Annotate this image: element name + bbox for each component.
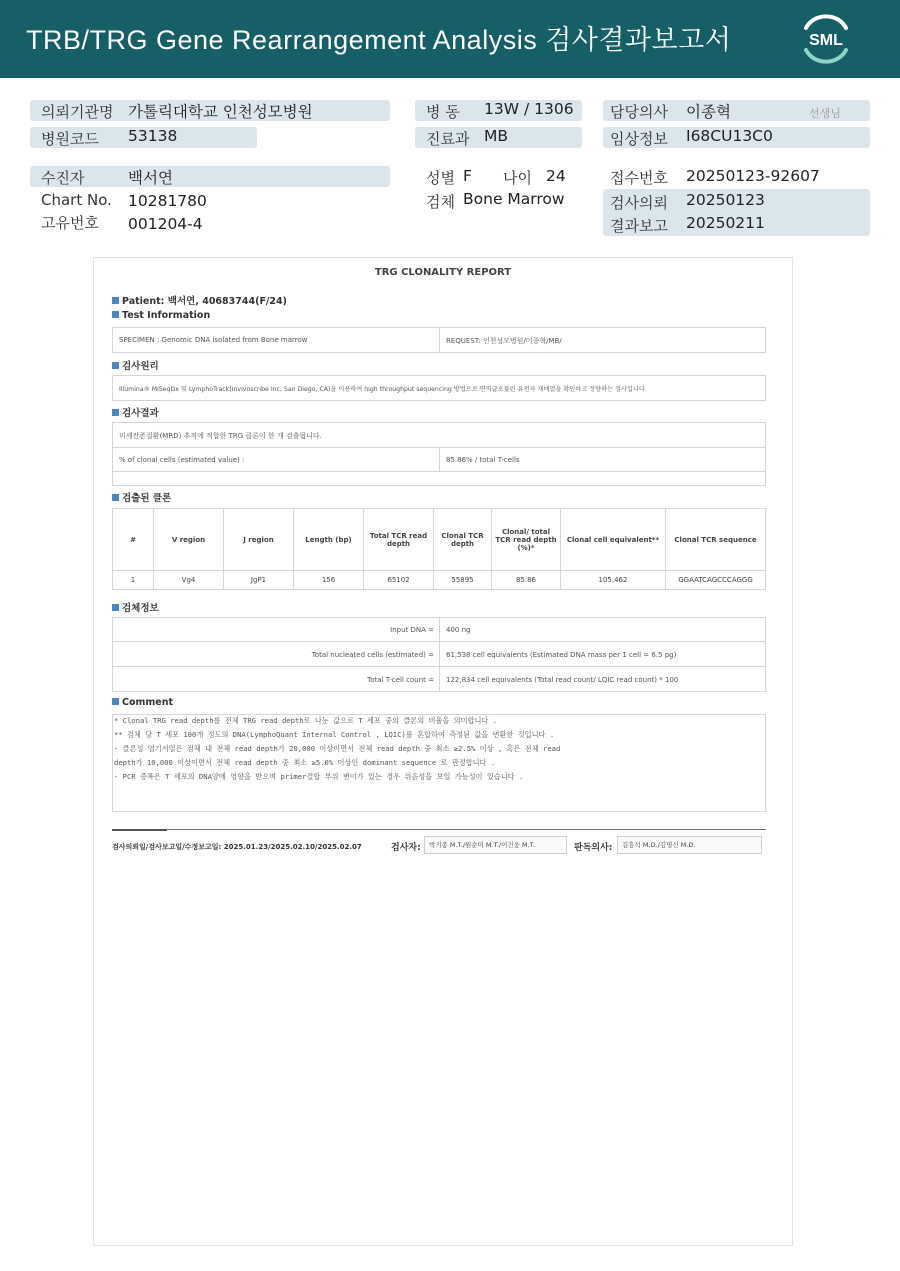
doctor-suffix: 선생님	[809, 107, 841, 120]
readers-value: 김흥석 M.D./김명신 M.D.	[617, 836, 762, 854]
testers-value: 박기종 M.T./원순미 M.T./이건웅 M.T.	[424, 836, 567, 854]
bullet-icon	[112, 297, 119, 304]
clone-header: J region	[224, 509, 294, 571]
unique-value: 001204-4	[128, 215, 203, 233]
specimen-info-heading-text: 검체정보	[122, 603, 159, 614]
nucleated-value: 61,538 cell equivalents (Estimated DNA mass per 1 cell = 6.5 pg)	[446, 651, 677, 659]
clinical-label: 임상정보	[610, 130, 668, 148]
divider	[112, 471, 766, 472]
clonality-report	[93, 257, 793, 1246]
clone-cell: 85.86	[492, 571, 561, 590]
test-info-heading	[112, 310, 210, 321]
principle-heading	[112, 358, 159, 372]
specimen-info-heading	[112, 600, 159, 614]
clones-heading-text: 검출된 클론	[122, 493, 172, 504]
comment-line: * Clonal TRG read depth를 전체 TRG read depth로 나눈 값으로 T 세포 중의 클론의 비율을 의미합니다 .	[114, 716, 497, 725]
chart-value: 10281780	[128, 192, 207, 210]
institution-value: 가톨릭대학교 인천성모병원	[128, 103, 313, 121]
patient-heading	[112, 293, 287, 307]
age-label: 나이	[503, 169, 532, 187]
divider	[439, 327, 440, 353]
clone-table	[112, 508, 766, 590]
clone-header: Clonal TCR sequence	[666, 509, 766, 571]
logo-text: SML	[809, 32, 843, 49]
clone-cell: Vg4	[154, 571, 224, 590]
bullet-icon	[112, 698, 119, 705]
tester-label: 검사자:	[391, 843, 421, 853]
clone-header: #	[113, 509, 154, 571]
comment-heading-text: Comment	[122, 697, 174, 708]
clone-cell: JgP1	[224, 571, 294, 590]
department-label: 진료과	[426, 130, 470, 148]
tcell-label: Total T-cell count =	[367, 676, 434, 684]
request-value: 20250123	[686, 191, 765, 209]
test-info-heading-text: Test Information	[122, 310, 211, 321]
bullet-icon	[112, 409, 119, 416]
bullet-icon	[112, 362, 119, 369]
patient-line: Patient: 백서연, 40683744(F/24)	[122, 296, 287, 307]
comment-line: ** 검체 당 T 세포 100개 정도의 DNA(LymphoQuant Internal Control , LQIC)를 혼합하여 측정된 값을 변환한 것입니다 .	[114, 730, 555, 739]
footer-rule	[167, 829, 766, 830]
nucleated-label: Total nucleated cells (estimated) =	[311, 651, 434, 659]
principle-text: Illumina® MiSeqDx 및 LymphoTrack(Invivoscribe Inc, San Diego, CA)을 이용하여 high throughput sequencing 방법으로 면역글로불린 유전자 재배열을 확인하고 정량하는 검사입니다.	[119, 386, 647, 393]
result-label: 결과보고	[610, 217, 668, 235]
clinical-value: I68CU13C0	[686, 127, 773, 145]
report-header	[0, 0, 900, 78]
sml-logo	[796, 12, 856, 66]
clone-header: Clonal TCR depth	[434, 509, 492, 571]
result-text: 미세잔존질환(MRD) 추적에 적합한 TRG 클론이 한 개 검출됩니다.	[119, 432, 322, 440]
result-heading	[112, 405, 159, 419]
unique-label: 고유번호	[41, 214, 99, 232]
request-label: 검사의뢰	[610, 194, 668, 212]
specimen-text: SPECIMEN : Genomic DNA isolated from Bone marrow	[119, 336, 308, 344]
specimen-label: 검체	[426, 193, 455, 211]
clone-cell: 1	[113, 571, 154, 590]
request-text: REQUEST: 인천성모병원/이종혁/MB/	[446, 337, 562, 345]
clone-header: Clonal/ total TCR read depth (%)*	[492, 509, 561, 571]
comment-heading	[112, 697, 173, 708]
result-heading-text: 검사결과	[122, 408, 159, 419]
clone-cell: 55895	[434, 571, 492, 590]
department-value: MB	[484, 127, 509, 145]
bullet-icon	[112, 494, 119, 501]
clone-cell: GGAATCAGCCCAGGG	[666, 571, 766, 590]
report-title: TRG CLONALITY REPORT	[374, 267, 512, 278]
clone-header: V region	[154, 509, 224, 571]
divider	[439, 447, 440, 471]
hospital-code-label: 병원코드	[41, 130, 99, 148]
hospital-code-value: 53138	[128, 127, 178, 145]
clone-cell: 105,462	[561, 571, 666, 590]
footer-dates: 검사의뢰일/검사보고일/수정보고일: 2025.01.23/2025.02.10/2025.02.07	[112, 843, 362, 851]
doctor-label: 담당의사	[610, 103, 668, 121]
page-title: TRB/TRG Gene Rearrangement Analysis 검사결과보고서	[26, 25, 732, 55]
clones-heading	[112, 490, 171, 504]
comment-line: depth가 10,000 이상이면서 전체 read depth 중 최소 ≥5.0% 이상인 dominant sequence 로 판정합니다 .	[114, 758, 496, 767]
comment-line: - PCR 증폭은 T 세포의 DNA양에 영향을 받으며 primer결합 부위 변이가 있는 경우 위음성을 보일 가능성이 있습니다 .	[114, 772, 524, 781]
clonal-value: 85.86% / total T-cells	[446, 456, 520, 464]
clonal-label: % of clonal cells (estimated value) :	[119, 456, 245, 464]
sex-value: F	[463, 167, 472, 185]
clone-cell: 156	[294, 571, 364, 590]
sex-label: 성별	[426, 169, 455, 187]
age-value: 24	[546, 167, 566, 185]
clone-header: Total TCR read depth	[364, 509, 434, 571]
bullet-icon	[112, 311, 119, 318]
patient-value: 백서연	[128, 169, 173, 187]
clone-header: Length (bp)	[294, 509, 364, 571]
clone-header: Clonal cell equivalent**	[561, 509, 666, 571]
table-row	[113, 571, 766, 590]
patient-label: 수진자	[41, 169, 85, 187]
receipt-label: 접수번호	[610, 169, 668, 187]
result-value: 20250211	[686, 214, 765, 232]
ward-label: 병 동	[426, 103, 460, 121]
clone-cell: 65102	[364, 571, 434, 590]
divider	[439, 617, 440, 692]
doctor-value: 이종혁	[686, 103, 731, 121]
reader-label: 판독의사:	[574, 843, 613, 853]
specimen-value: Bone Marrow	[463, 190, 565, 208]
tcell-value: 122,834 cell equivalents (Total read count/ LQIC read count) * 100	[446, 676, 679, 684]
input-dna-value: 400 ng	[446, 626, 471, 634]
ward-value: 13W / 1306	[484, 100, 574, 118]
footer-rule	[112, 829, 167, 831]
institution-label: 의뢰기관명	[41, 103, 114, 121]
principle-heading-text: 검사원리	[122, 361, 159, 372]
receipt-value: 20250123-92607	[686, 167, 820, 185]
input-dna-label: Input DNA =	[390, 626, 434, 634]
chart-label: Chart No.	[41, 191, 112, 209]
comment-line: - 클론성 염기서열은 검체 내 전체 read depth가 20,000 이상이면서 전체 read depth 중 최소 ≥2.5% 이상 , 혹은 전체 read	[114, 744, 561, 753]
bullet-icon	[112, 604, 119, 611]
